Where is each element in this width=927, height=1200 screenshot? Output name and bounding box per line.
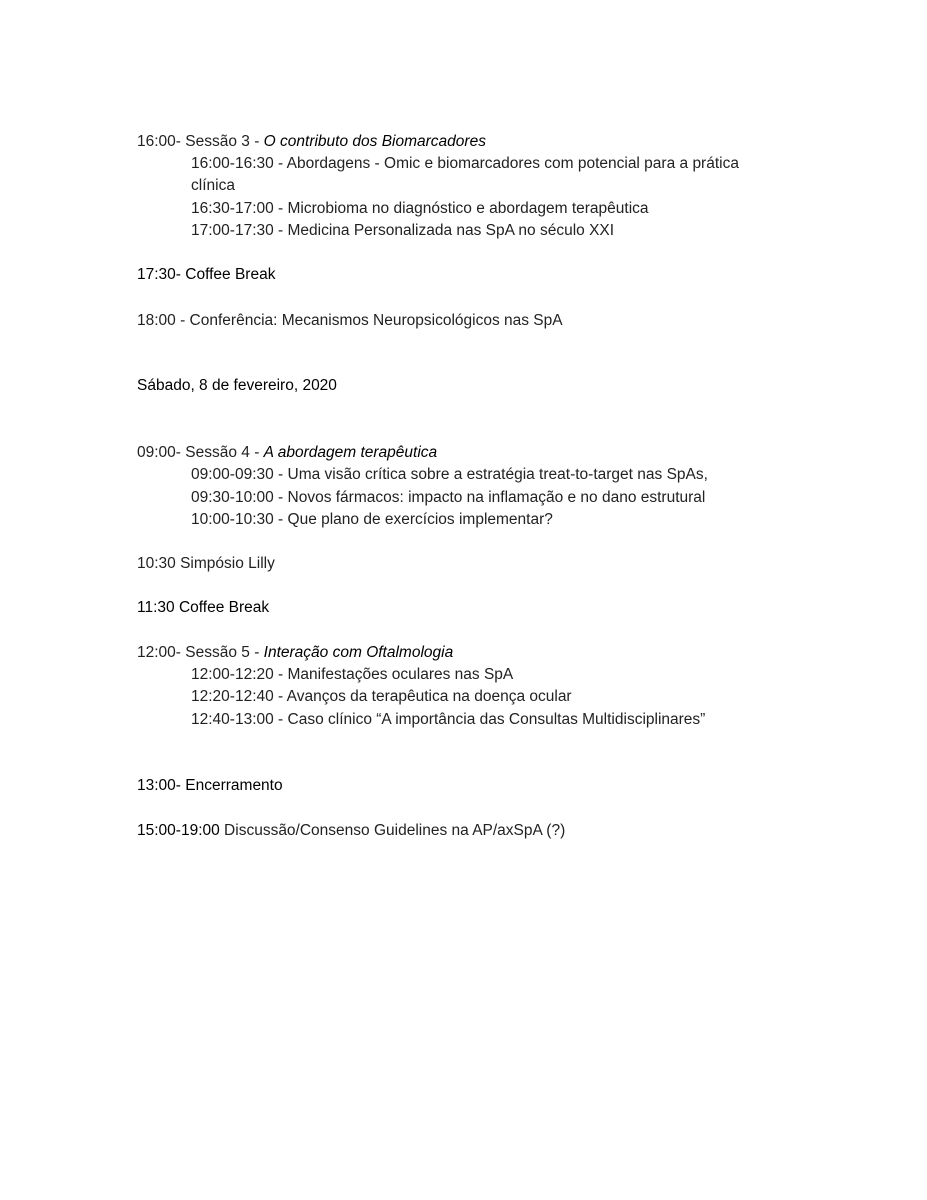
session-3-heading [137, 131, 486, 153]
session-4-item: 10:00-10:30 - Que plano de exercícios implementar? [191, 511, 553, 528]
coffee-break-1: 17:30- Coffee Break [137, 266, 276, 283]
conference: 18:00 - Conferência: Mecanismos Neuropsicológicos nas SpA [137, 312, 563, 329]
session-5-prefix: 12:00- Sessão 5 - [137, 644, 264, 661]
session-3-item: clínica [191, 177, 235, 194]
session-5-title: Interação com Oftalmologia [263, 644, 454, 661]
session-4-item: 09:30-10:00 - Novos fármacos: impacto na inflamação e no dano estrutural [191, 489, 706, 506]
coffee-break-2: 11:30 Coffee Break [137, 599, 270, 616]
session-3-item: 16:30-17:00 - Microbioma no diagnóstico e abordagem terapêutica [191, 200, 649, 217]
session-3-item: 16:00-16:30 - Abordagens - Omic e biomarcadores com potencial para a prática [191, 155, 739, 172]
session-3-prefix: 16:00- Sessão 3 - [137, 133, 264, 150]
session-4-item: 09:00-09:30 - Uma visão crítica sobre a estratégia treat-to-target nas SpAs, [191, 466, 708, 483]
session-4-title: A abordagem terapêutica [263, 444, 438, 461]
session-4-heading [137, 442, 437, 464]
session-5-item: 12:00-12:20 - Manifestações oculares nas SpA [191, 666, 514, 683]
discussion-text: Discussão/Consenso Guidelines na AP/axSpA (?) [219, 822, 566, 839]
closing: 13:00- Encerramento [137, 777, 283, 794]
day-heading: Sábado, 8 de fevereiro, 2020 [137, 377, 337, 394]
session-4-prefix: 09:00- Sessão 4 - [137, 444, 264, 461]
symposium: 10:30 Simpósio Lilly [137, 555, 275, 572]
session-5-heading [137, 642, 453, 664]
session-3-title: O contributo dos Biomarcadores [263, 133, 486, 150]
session-5-item: 12:40-13:00 - Caso clínico “A importância das Consultas Multidisciplinares” [191, 711, 706, 728]
discussion-time: 15:00-19:00 [137, 822, 220, 839]
session-3-item: 17:00-17:30 - Medicina Personalizada nas SpA no século XXI [191, 222, 615, 239]
session-5-item: 12:20-12:40 - Avanços da terapêutica na doença ocular [191, 688, 572, 705]
discussion [137, 820, 565, 842]
